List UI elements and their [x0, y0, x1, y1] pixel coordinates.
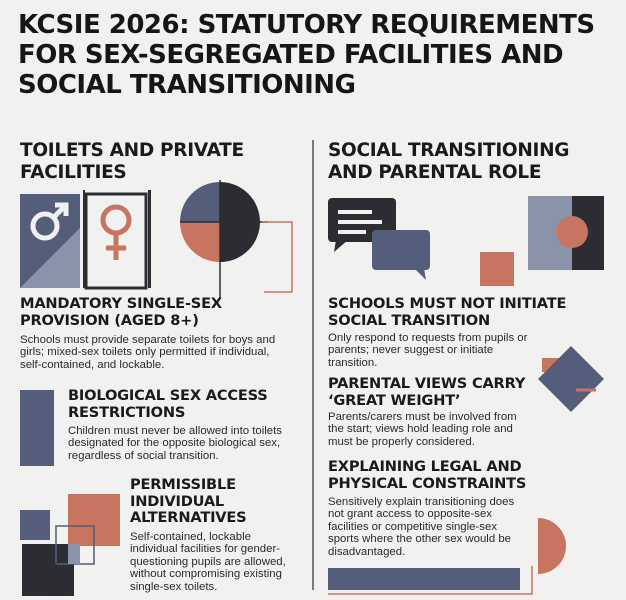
restroom-sign-icon [18, 188, 160, 290]
section-body: Only respond to requests from pupils or parents; never suggest or initiate transition. [328, 332, 528, 369]
left-column-heading: TOILETS AND PRIVATE FACILITIES [20, 140, 244, 183]
section-title: EXPLAINING LEGAL AND PHYSICAL CONSTRAINTS [328, 458, 527, 492]
speech-bubbles-icon [326, 196, 436, 286]
decorative-block [480, 252, 514, 286]
section-body: Parents/carers must be involved from the start; views hold leading role and must be properly considered. [328, 411, 517, 448]
bottom-bar-graphic [326, 566, 536, 598]
circle-panel-graphic [528, 196, 604, 270]
decorative-block [20, 390, 54, 466]
section-title: BIOLOGICAL SEX ACCESS RESTRICTIONS [68, 387, 268, 421]
section-body: Sensitively explain transitioning does not grant access to opposite-sex facilities or competitive single-sex sports where the other sex would be disadvantaged. [328, 496, 515, 558]
half-circle-graphic [534, 516, 574, 576]
column-divider [312, 140, 314, 590]
right-column-heading: SOCIAL TRANSITIONING AND PARENTAL ROLE [328, 140, 570, 183]
section-title: PERMISSIBLE INDIVIDUAL ALTERNATIVES [130, 476, 247, 526]
section-title: PARENTAL VIEWS CARRY ‘GREAT WEIGHT’ [328, 375, 526, 409]
section-title: SCHOOLS MUST NOT INITIATE SOCIAL TRANSITION [328, 295, 567, 329]
section-body: Schools must provide separate toilets for boys and girls; mixed-sex toilets only permitted if individual, self-contained, and lockable. [20, 334, 276, 371]
overlapping-squares-graphic [20, 490, 130, 600]
quartered-circle-graphic [180, 180, 300, 300]
section-body: Self-contained, lockable individual facilities for gender-questioning pupils are allowed, without compromising existing single-sex toilets. [130, 531, 286, 593]
page-title: KCSIE 2026: STATUTORY REQUIREMENTS FOR SEX-SEGREGATED FACILITIES AND SOCIAL TRANSITIONING [18, 10, 595, 100]
section-title: MANDATORY SINGLE-SEX PROVISION (AGED 8+) [20, 295, 222, 329]
section-body: Children must never be allowed into toilets designated for the opposite biological sex, regardless of social transition. [68, 425, 283, 462]
diamond-graphic [536, 344, 606, 414]
